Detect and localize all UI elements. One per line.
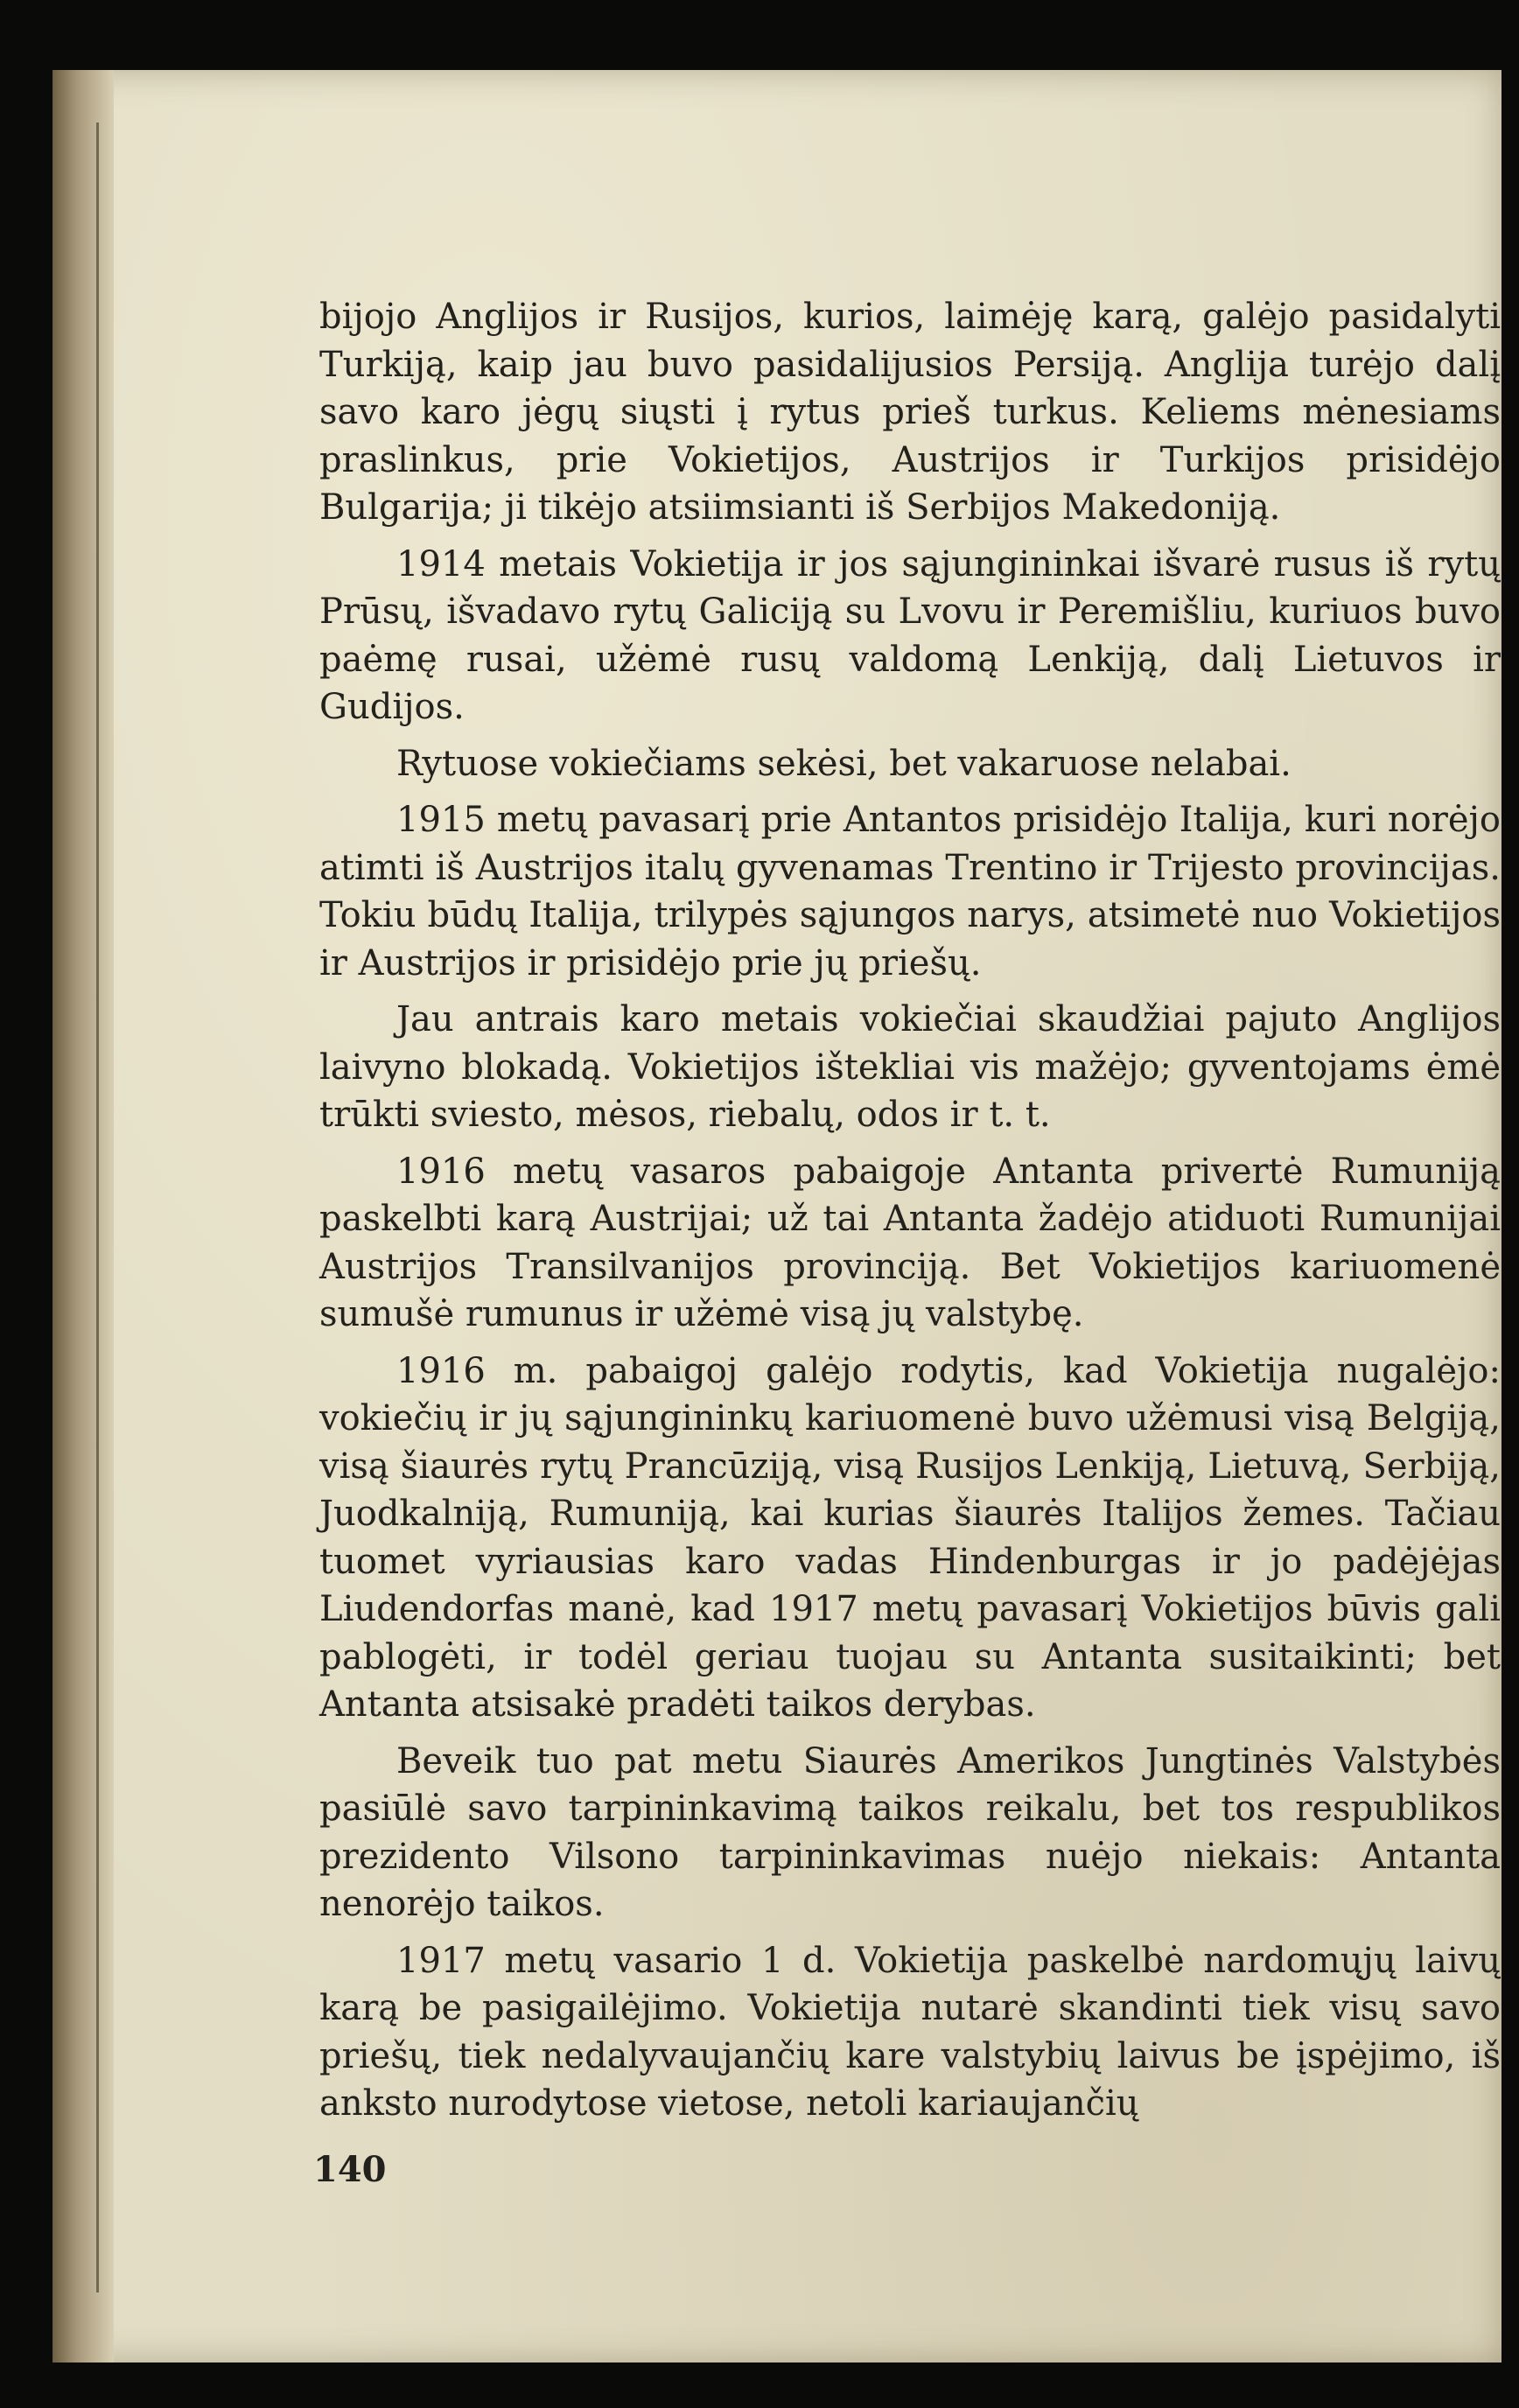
page-number: 140 bbox=[313, 2149, 387, 2190]
body-text bbox=[319, 293, 1501, 2137]
binding-line bbox=[96, 122, 99, 2292]
paragraph-9: 1917 metų vasario 1 d. Vokietija paskelbė nardomųjų laivų karą be pasigailėjimo. Vokietija nutarė skandinti tiek visų savo priešų, tiek nedalyvaujančių kare valstybių laivus be įspėjimo, iš anksto nurodytose vietose, netoli kariaujančių bbox=[319, 1940, 1501, 2124]
book-page bbox=[52, 70, 1502, 2362]
paragraph-4: 1915 metų pavasarį prie Antantos prisidėjo Italija, kuri norėjo atimti iš Austrijos italų gyvenamas Trentino ir Trijesto provincijas. Tokiu būdų Italija, trilypės sąjungos narys, atsimetė nuo Vokietijos ir Austrijos ir prisidėjo prie jų priešų. bbox=[319, 800, 1501, 984]
paragraph-3: Rytuose vokiečiams sekėsi, bet vakaruose nelabai. bbox=[396, 743, 1292, 784]
paragraph-1: bijojo Anglijos ir Rusijos, kurios, laimėję karą, galėjo pasidalyti Turkiją, kaip jau buvo pasidalijusios Persiją. Anglija turėjo dalį savo karo jėgų siųsti į rytus prieš turkus. Keliems mėnesiams praslinkus, prie Vokietijos, Austrijos ir Turkijos prisidėjo Bulgarija; ji tikėjo atsiimsianti iš Serbijos Makedoniją. bbox=[319, 297, 1501, 528]
book-spine-shadow bbox=[52, 70, 114, 2362]
paragraph-2: 1914 metais Vokietija ir jos sąjungininkai išvarė rusus iš rytų Prūsų, išvadavo rytų Galiciją su Lvovu ir Peremišliu, kuriuos buvo paėmę rusai, užėmė rusų valdomą Lenkiją, dalį Lietuvos ir Gudijos. bbox=[319, 543, 1501, 727]
paragraph-5: Jau antrais karo metais vokiečiai skaudžiai pajuto Anglijos laivyno blokadą. Vokietijos ištekliai vis mažėjo; gyventojams ėmė trūkti sviesto, mėsos, riebalų, odos ir t. t. bbox=[319, 999, 1501, 1135]
paragraph-6: 1916 metų vasaros pabaigoje Antanta privertė Rumuniją paskelbti karą Austrijai; už tai Antanta žadėjo atiduoti Rumunijai Austrijos Transilvanijos provinciją. Bet Vokietijos kariuomenė sumušė rumunus ir užėmė visą jų valstybę. bbox=[319, 1151, 1501, 1334]
paragraph-7: 1916 m. pabaigoj galėjo rodytis, kad Vokietija nugalėjo: vokiečių ir jų sąjungininkų kariuomenė buvo užėmusi visą Belgiją, visą šiaurės rytų Prancūziją, visą Rusijos Lenkiją, Lietuvą, Serbiją, Juodkalniją, Rumuniją, kai kurias šiaurės Italijos žemes. Tačiau tuomet vyriausias karo vadas Hindenburgas ir jo padėjėjas Liudendorfas manė, kad 1917 metų pavasarį Vokietijos būvis gali pablogėti, ir todėl geriau tuojau su Antanta susitaikinti; bet Antanta atsisakė pradėti taikos derybas. bbox=[319, 1350, 1501, 1725]
paragraph-8: Beveik tuo pat metu Siaurės Amerikos Jungtinės Valstybės pasiūlė savo tarpininkavimą taikos reikalu, bet tos respublikos prezidento Vilsono tarpininkavimas nuėjo niekais: Antanta nenorėjo taikos. bbox=[319, 1740, 1501, 1924]
